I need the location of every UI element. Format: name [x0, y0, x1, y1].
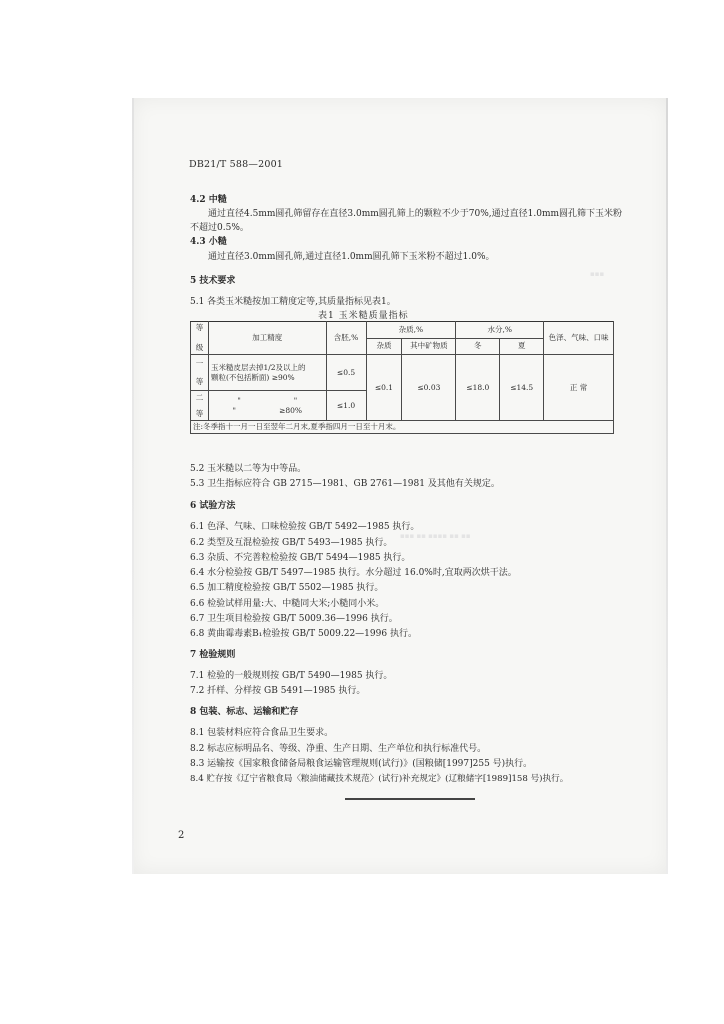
paragraph-line: 8.4 贮存按《辽宁省粮食局〈粮油储藏技术规范〉(试行)补充规定》(辽粮储字[1989]158 号)执行。 [190, 774, 569, 784]
paragraph-line: 8.2 标志应标明品名、等级、净重、生产日期、生产单位和执行标准代号。 [190, 744, 487, 754]
paragraph-line: 通过直径4.5mm圆孔筛留存在直径3.0mm圆孔筛上的颗粒不少于70%,通过直径1.0mm圆孔筛下玉米粉 [208, 209, 623, 219]
table-header-cell: 杂质 [366, 338, 402, 355]
end-rule [345, 798, 475, 800]
table-cell: ≤1.0 [326, 391, 366, 421]
paragraph-line: 不超过0.5%。 [190, 223, 249, 233]
table-caption: 表1 玉米糙质量指标 [318, 311, 409, 321]
table-header-row [191, 322, 614, 339]
table-header-cell: 等 级 [191, 322, 209, 355]
paragraph-line: 7.2 扦样、分样按 GB 5491—1985 执行。 [190, 686, 366, 696]
paragraph-line: 6.7 卫生项目检验按 GB/T 5009.36—1996 执行。 [190, 614, 398, 624]
show-through: ▪▪▪ [590, 270, 605, 278]
table-header-cell: 夏 [500, 338, 544, 355]
section-heading: 4.3 小糙 [190, 237, 227, 247]
show-through: ▪▪▪ ▪▪ ▪▪▪▪ ▪▪ ▪▪ [400, 532, 471, 540]
table-header-cell: 色泽、气味、口味 [544, 322, 614, 355]
table-cell: 一 等 [191, 355, 209, 391]
table-row [191, 355, 614, 391]
paragraph-line: 5.1 各类玉米糙按加工精度定等,其质量指标见表1。 [190, 297, 396, 307]
table-header-cell: 加工精度 [208, 322, 326, 355]
table-cell: 二 等 [191, 391, 209, 421]
table-header-cell: 水分,% [456, 322, 544, 339]
table-header-cell: 其中矿物质 [402, 338, 456, 355]
section-heading: 8 包装、标志、运输和贮存 [190, 707, 299, 717]
table-cell: ≤0.1 [366, 355, 402, 421]
paragraph-line: 6.4 水分检验按 GB/T 5497—1985 执行。水分超过 16.0%时,宜取两次烘干法。 [190, 568, 517, 578]
section-heading: 4.2 中糙 [190, 195, 227, 205]
paragraph-line: 6.6 检验试样用量:大、中糙同大米;小糙同小米。 [190, 599, 385, 609]
paragraph-line: 6.3 杂质、不完善粒检验按 GB/T 5494—1985 执行。 [190, 553, 411, 563]
paragraph-line: 7.1 检验的一般规则按 GB/T 5490—1985 执行。 [190, 671, 393, 681]
table-cell: 玉米糙皮层去掉1/2及以上的 颗粒(不包括断面) ≥90% [208, 355, 326, 391]
table-cell: 正 常 [544, 355, 614, 421]
page-number: 2 [178, 830, 185, 841]
section-heading: 5 技术要求 [190, 276, 236, 286]
paragraph-line: 6.1 色泽、气味、口味检验按 GB/T 5492—1985 执行。 [190, 522, 420, 532]
table-cell: ≤0.03 [402, 355, 456, 421]
quality-table [190, 321, 614, 434]
paragraph-line: 5.3 卫生指标应符合 GB 2715—1981、GB 2761—1981 及其他有关规定。 [190, 479, 500, 489]
table-cell: ≤18.0 [456, 355, 500, 421]
section-heading: 7 检验规则 [190, 650, 236, 660]
paragraph-line: 5.2 玉米糙以二等为中等品。 [190, 464, 307, 474]
paragraph-line: 8.3 运输按《国家粮食储备局粮食运输管理规则(试行)》(国粮储[1997]255 号)执行。 [190, 759, 533, 769]
section-heading: 6 试验方法 [190, 501, 236, 511]
table-header-cell: 冬 [456, 338, 500, 355]
table-note: 注:冬季指十一月一日至翌年二月末,夏季指四月一日至十月末。 [191, 421, 614, 434]
paragraph-line: 6.5 加工精度检验按 GB/T 5502—1985 执行。 [190, 583, 384, 593]
paragraph-line: 6.8 黄曲霉毒素B₁检验按 GB/T 5009.22—1996 执行。 [190, 629, 417, 639]
paragraph-line: 6.2 类型及互混检验按 GB/T 5493—1985 执行。 [190, 538, 393, 548]
document-code: DB21/T 588—2001 [189, 159, 284, 170]
paragraph-line: 8.1 包装材料应符合食品卫生要求。 [190, 728, 334, 738]
table-cell: ≤0.5 [326, 355, 366, 391]
table-cell: ≤14.5 [500, 355, 544, 421]
table-cell: " " " ≥80% [208, 391, 326, 421]
table-header-cell: 杂质,% [366, 322, 456, 339]
table-header-cell: 含胚,% [326, 322, 366, 355]
table-note-row [191, 421, 614, 434]
paragraph-line: 通过直径3.0mm圆孔筛,通过直径1.0mm圆孔筛下玉米粉不超过1.0%。 [208, 252, 495, 262]
